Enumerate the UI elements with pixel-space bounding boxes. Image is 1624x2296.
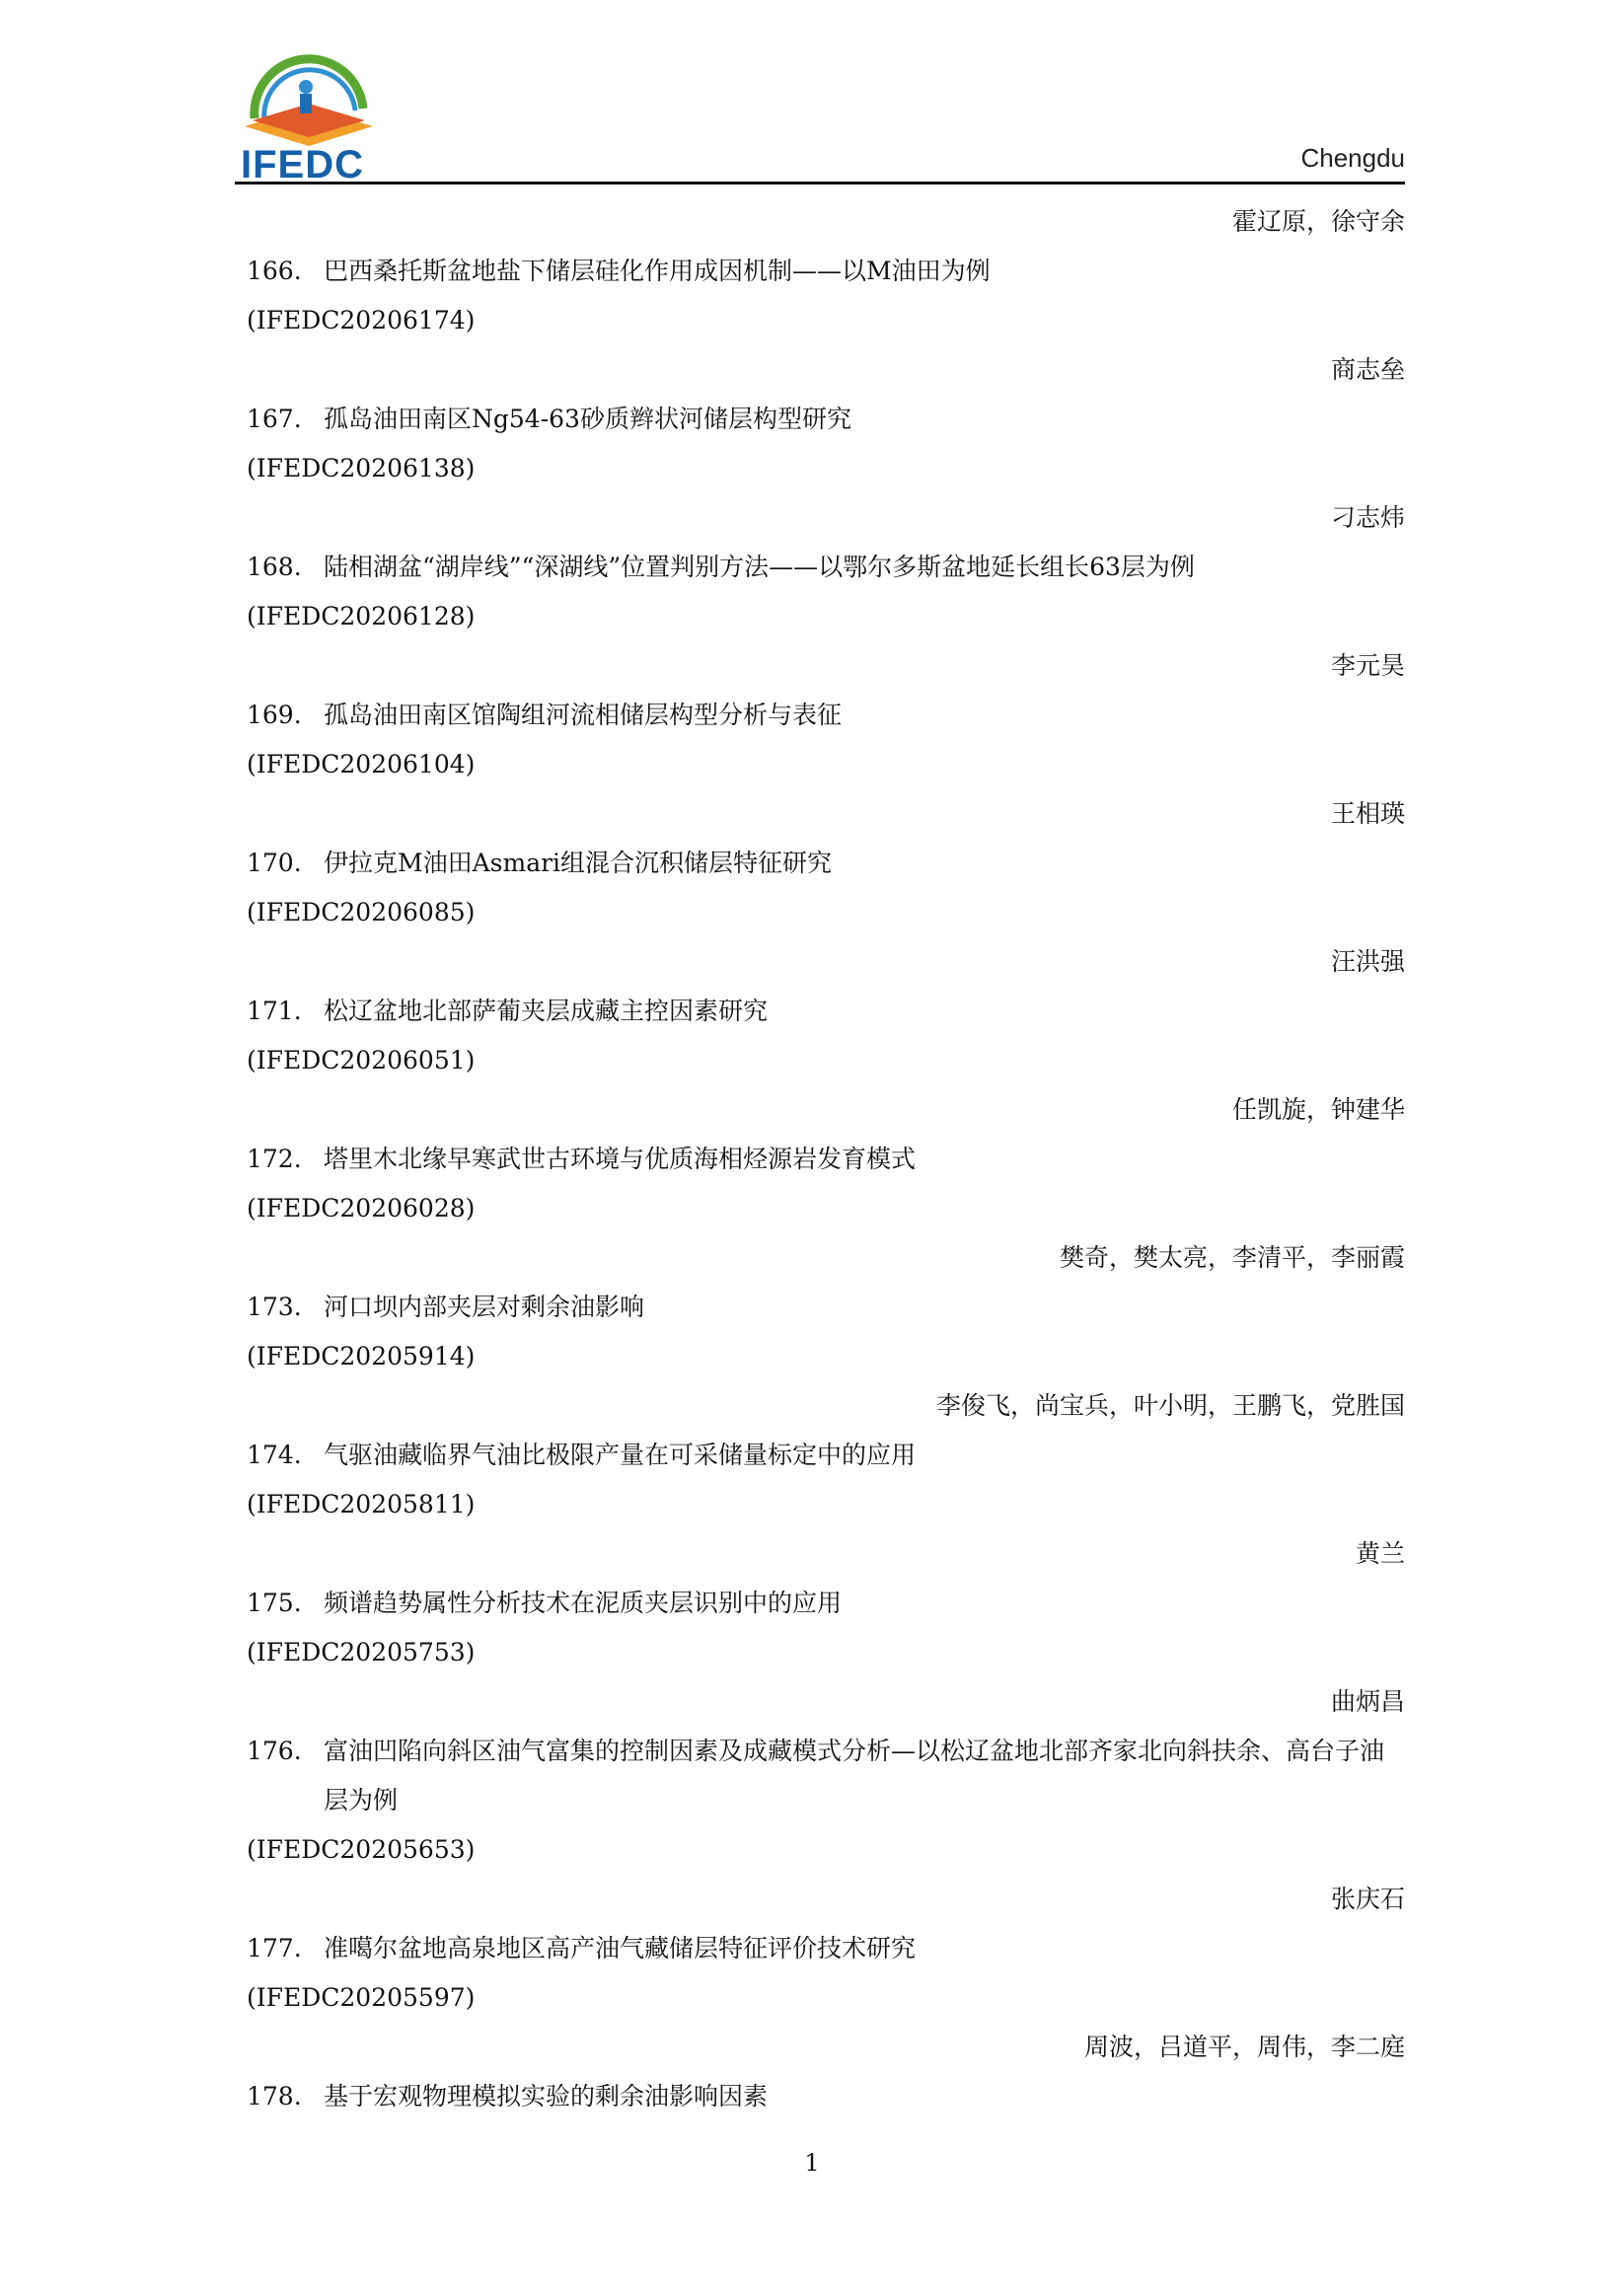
entry-code: (IFEDC20205811) bbox=[247, 1490, 476, 1518]
entry-number: 176. bbox=[247, 1737, 302, 1765]
entry-authors: 商志垒 bbox=[1330, 355, 1405, 384]
list-item bbox=[247, 543, 1405, 691]
entry-title: 气驱油藏临界气油比极限产量在可采储量标定中的应用 bbox=[324, 1441, 917, 1469]
entry-authors: 李元昊 bbox=[1330, 651, 1405, 680]
entry-title: 陆相湖盆“湖岸线”“深湖线”位置判别方法——以鄂尔多斯盆地延长组长63层为例 bbox=[324, 553, 1195, 581]
entry-number: 175. bbox=[247, 1589, 302, 1617]
entry-authors: 王相瑛 bbox=[1330, 799, 1405, 828]
entry-authors: 李俊飞，尚宝兵，叶小明，王鹏飞，党胜国 bbox=[935, 1391, 1405, 1420]
entry-authors: 张庆石 bbox=[1330, 1885, 1405, 1913]
entry-code: (IFEDC20206028) bbox=[247, 1194, 476, 1222]
entry-code: (IFEDC20205653) bbox=[247, 1835, 476, 1864]
entry-title-row bbox=[247, 1727, 1405, 1825]
entry-number: 170. bbox=[247, 849, 302, 877]
list-item bbox=[247, 691, 1405, 839]
entry-number: 171. bbox=[247, 997, 302, 1025]
entry-title: 基于宏观物理模拟实验的剩余油影响因素 bbox=[324, 2082, 769, 2111]
entry-title: 松辽盆地北部萨葡夹层成藏主控因素研究 bbox=[324, 997, 769, 1025]
logo-text: IFEDC bbox=[241, 143, 364, 186]
entry-authors: 周波，吕道平，周伟，李二庭 bbox=[1083, 2033, 1405, 2061]
entry-code: (IFEDC20205914) bbox=[247, 1342, 476, 1370]
entry-title: 河口坝内部夹层对剩余油影响 bbox=[324, 1293, 645, 1321]
entry-number: 173. bbox=[247, 1293, 302, 1321]
list-item bbox=[247, 1431, 1405, 1579]
ifedc-logo-icon bbox=[235, 49, 383, 148]
list-item bbox=[247, 1283, 1405, 1431]
entry-code: (IFEDC20206174) bbox=[247, 306, 476, 334]
entry-title-row bbox=[247, 1431, 1405, 1480]
entry-title: 富油凹陷向斜区油气富集的控制因素及成藏模式分析—以松辽盆地北部齐家北向斜扶余、高台子油层为例 bbox=[324, 1737, 1385, 1815]
entry-number: 172. bbox=[247, 1145, 302, 1173]
entry-title-row bbox=[247, 691, 1405, 740]
list-item bbox=[247, 1579, 1405, 1727]
entry-title-row bbox=[247, 1135, 1405, 1184]
entry-code: (IFEDC20206128) bbox=[247, 602, 476, 630]
list-item bbox=[247, 395, 1405, 543]
authors-continued: 霍辽原，徐守余 bbox=[1231, 207, 1405, 236]
entry-title-row bbox=[247, 247, 1405, 296]
list-item bbox=[247, 1727, 1405, 1924]
entry-title: 孤岛油田南区馆陶组河流相储层构型分析与表征 bbox=[324, 701, 843, 729]
entry-title: 伊拉克M油田Asmari组混合沉积储层特征研究 bbox=[324, 849, 833, 877]
entry-number: 166. bbox=[247, 257, 302, 285]
entry-title: 频谱趋势属性分析技术在泥质夹层识别中的应用 bbox=[324, 1589, 843, 1617]
header-city: Chengdu bbox=[1300, 143, 1405, 173]
entry-number: 169. bbox=[247, 701, 302, 729]
entry-list bbox=[247, 197, 1405, 2121]
entry-code: (IFEDC20206138) bbox=[247, 454, 476, 482]
list-item bbox=[247, 987, 1405, 1135]
entry-title-row bbox=[247, 987, 1405, 1036]
entry-number: 174. bbox=[247, 1441, 302, 1469]
entries-container bbox=[247, 247, 1405, 2121]
entry-code: (IFEDC20206051) bbox=[247, 1046, 476, 1074]
entry-number: 167. bbox=[247, 405, 302, 433]
entry-authors: 黄兰 bbox=[1355, 1539, 1405, 1568]
entry-authors: 汪洪强 bbox=[1330, 947, 1405, 976]
entry-title-row bbox=[247, 839, 1405, 888]
entry-title-row bbox=[247, 1579, 1405, 1628]
list-item bbox=[247, 2072, 1405, 2121]
entry-number: 178. bbox=[247, 2082, 302, 2111]
page-number: 1 bbox=[804, 2149, 820, 2177]
list-item bbox=[247, 839, 1405, 987]
entry-authors: 曲炳昌 bbox=[1330, 1687, 1405, 1716]
entry-title: 塔里木北缘早寒武世古环境与优质海相烃源岩发育模式 bbox=[324, 1145, 917, 1173]
entry-title: 孤岛油田南区Ng54-63砂质辫状河储层构型研究 bbox=[324, 405, 851, 433]
entry-number: 177. bbox=[247, 1934, 302, 1963]
entry-title: 准噶尔盆地高泉地区高产油气藏储层特征评价技术研究 bbox=[324, 1934, 917, 1963]
entry-title: 巴西桑托斯盆地盐下储层硅化作用成因机制——以M油田为例 bbox=[324, 257, 991, 285]
entry-authors: 樊奇，樊太亮，李清平，李丽霞 bbox=[1059, 1243, 1405, 1272]
entry-code: (IFEDC20205597) bbox=[247, 1983, 476, 2012]
entry-code: (IFEDC20206085) bbox=[247, 898, 476, 926]
entry-title-row bbox=[247, 395, 1405, 444]
entry-title-row bbox=[247, 2072, 1405, 2121]
entry-code: (IFEDC20205753) bbox=[247, 1638, 476, 1666]
list-item bbox=[247, 1924, 1405, 2072]
entry-code: (IFEDC20206104) bbox=[247, 750, 476, 778]
entry-title-row bbox=[247, 1283, 1405, 1332]
entry-title-row bbox=[247, 543, 1405, 592]
header-divider bbox=[235, 182, 1405, 185]
list-item bbox=[247, 1135, 1405, 1283]
list-item bbox=[247, 247, 1405, 395]
entry-title-row bbox=[247, 1924, 1405, 1973]
entry-authors: 任凯旋，钟建华 bbox=[1231, 1095, 1405, 1124]
entry-authors: 刁志炜 bbox=[1330, 503, 1405, 532]
entry-number: 168. bbox=[247, 553, 302, 581]
